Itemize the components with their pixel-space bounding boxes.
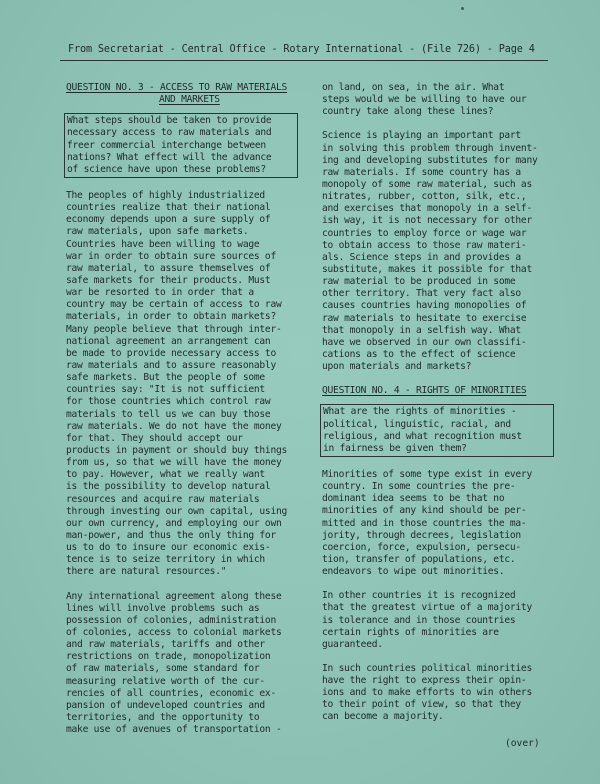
text-line: of colonies, access to colonial markets bbox=[66, 626, 282, 638]
text-line: countries say: "It is not sufficient bbox=[66, 384, 265, 396]
text-line: country take along these lines? bbox=[322, 106, 494, 118]
text-line: raw materials and to assure reasonably bbox=[66, 359, 276, 371]
right-paragraph-5 bbox=[322, 663, 554, 724]
text-line: What steps should be taken to provide bbox=[67, 115, 272, 127]
text-line: for that. They should accept our bbox=[66, 432, 243, 444]
question-4-box bbox=[320, 404, 554, 457]
text-line: steps would we be willing to have our bbox=[322, 94, 527, 106]
text-line: have we observed in our own classifi- bbox=[322, 336, 527, 348]
text-line: safe markets for their products. Must bbox=[66, 275, 271, 286]
text-line: is tolerance and in those countries bbox=[322, 614, 516, 626]
text-line: that the greatest virtue of a majority bbox=[322, 602, 532, 614]
text-line: on land, on sea, in the air. What bbox=[322, 82, 505, 93]
question-3-box bbox=[64, 113, 298, 178]
text-line: Many people believe that through inter- bbox=[66, 323, 282, 335]
text-line: als. Science steps in and provides a bbox=[322, 251, 521, 263]
text-line: countries realize that their national bbox=[66, 202, 271, 214]
text-line: raw material to be produced in some bbox=[322, 276, 516, 288]
right-paragraph-1 bbox=[322, 82, 554, 118]
text-line: Minorities of some type exist in every bbox=[322, 468, 532, 480]
text-line: be made to provide necessary access to bbox=[66, 347, 276, 359]
text-line: raw materials. If some country has a bbox=[322, 166, 521, 178]
text-line: in fairness be given them? bbox=[323, 442, 467, 454]
text-line: upon materials and markets? bbox=[322, 361, 472, 373]
text-line: from us, so that we will have the money bbox=[66, 457, 282, 469]
text-line: Countries have been willing to wage bbox=[66, 238, 260, 250]
text-line: raw material, to assure themselves of bbox=[66, 262, 271, 274]
text-line: causes countries having monopolies of bbox=[322, 300, 527, 312]
text-line: freer commercial interchange between bbox=[67, 139, 266, 151]
text-line: country may be certain of access to raw bbox=[66, 299, 282, 311]
text-line: religious, and what recognition must bbox=[323, 430, 522, 442]
text-line: territories, and the opportunity to bbox=[66, 711, 260, 723]
text-line: to pay. However, what we really want bbox=[66, 469, 265, 481]
text-line: have the right to express their opin- bbox=[322, 675, 527, 687]
text-line: of science have upon these problems? bbox=[67, 163, 266, 175]
text-line: necessary access to raw materials and bbox=[67, 127, 272, 139]
text-line: products in payment or should buy things bbox=[66, 444, 288, 456]
text-line: political, linguistic, racial, and bbox=[323, 418, 511, 430]
left-paragraph-1 bbox=[66, 190, 298, 579]
text-line: to obtain access to those raw materi- bbox=[322, 239, 527, 251]
text-line: raw materials to hesitate to exercise bbox=[322, 312, 527, 324]
punch-mark bbox=[461, 7, 464, 10]
text-line: The peoples of highly industrialized bbox=[66, 190, 265, 202]
text-line: raw materials, upon safe markets. bbox=[66, 226, 249, 238]
text-line: is the possibility to develop natural bbox=[66, 481, 271, 493]
question-3-heading bbox=[66, 82, 298, 94]
page-footer-over: (over) bbox=[505, 738, 540, 749]
text-line: substitute, makes it possible for that bbox=[322, 263, 532, 275]
text-line: to their point of view, so that they bbox=[322, 699, 521, 711]
text-line: in solving this problem through invent- bbox=[322, 142, 538, 154]
question-4-heading-text: QUESTION NO. 4 - RIGHTS OF MINORITIES bbox=[322, 385, 527, 397]
right-paragraph-4 bbox=[322, 590, 554, 651]
text-line: that monopoly in a selfish way. What bbox=[322, 324, 521, 336]
text-line: jority, through decrees, legislation bbox=[322, 529, 521, 541]
text-line: possession of colonies, administration bbox=[66, 614, 276, 626]
text-line: nitrates, rubber, cotton, silk, etc., bbox=[322, 191, 527, 203]
question-3-heading-line2: AND MARKETS bbox=[159, 94, 220, 106]
text-line: lines will involve problems such as bbox=[66, 602, 260, 614]
text-line: restrictions on trade, monopolization bbox=[66, 651, 271, 663]
text-line: country. In some countries the pre- bbox=[322, 481, 516, 493]
text-line: measuring relative worth of the cur- bbox=[66, 675, 265, 687]
text-line: endeavors to wipe out minorities. bbox=[322, 566, 505, 578]
text-line: economy depends upon a sure supply of bbox=[66, 214, 271, 226]
text-line: our own currency, and employing our own bbox=[66, 517, 282, 529]
page-header: From Secretariat - Central Office - Rotary International - (File 726) - Page 4 bbox=[68, 44, 535, 55]
text-line: In such countries political minorities bbox=[322, 662, 532, 674]
text-line: Any international agreement along these bbox=[66, 590, 282, 602]
text-line: certain rights of minorities are bbox=[322, 626, 499, 638]
text-line: tence is to seize territory in which bbox=[66, 554, 265, 566]
right-column bbox=[322, 82, 554, 724]
text-line: materials to tell us we can buy those bbox=[66, 408, 271, 420]
text-line: make use of avenues of transportation - bbox=[66, 724, 282, 736]
text-line: dominant idea seems to be that no bbox=[322, 493, 505, 505]
left-column bbox=[66, 82, 298, 736]
text-line: national agreement an arrangement can bbox=[66, 335, 271, 347]
text-line: monopoly of some raw material, such as bbox=[322, 178, 532, 190]
text-line: man-power, and thus the only thing for bbox=[66, 529, 276, 541]
text-line: rencies of all countries, economic ex- bbox=[66, 687, 276, 699]
text-line: and exercises that monopoly in a self- bbox=[322, 203, 532, 215]
text-line: countries to employ force or wage war bbox=[322, 227, 527, 239]
text-line: raw materials. We do not have the money bbox=[66, 420, 282, 432]
text-line: materials, in order to obtain markets? bbox=[66, 311, 276, 323]
text-line: In other countries it is recognized bbox=[322, 590, 516, 602]
question-3-heading-line1: QUESTION NO. 3 - ACCESS TO RAW MATERIALS bbox=[66, 82, 288, 93]
text-line: mitted and in those countries the ma- bbox=[322, 517, 527, 529]
text-line: guaranteed. bbox=[322, 638, 383, 650]
text-line: nations? What effect will the advance bbox=[67, 151, 272, 163]
right-paragraph-3 bbox=[322, 469, 554, 578]
text-line: there are natural resources." bbox=[66, 566, 227, 578]
question-3-heading-cont bbox=[66, 94, 298, 106]
text-line: war be resorted to in order that a bbox=[66, 287, 254, 299]
text-line: What are the rights of minorities - bbox=[323, 406, 517, 418]
text-line: ing and developing substitutes for many bbox=[322, 154, 538, 166]
text-line: safe markets. But the people of some bbox=[66, 372, 265, 384]
text-line: minorities of any kind should be per- bbox=[322, 505, 527, 517]
text-line: ions and to make efforts to win others bbox=[322, 687, 532, 699]
text-line: through investing our own capital, using bbox=[66, 505, 288, 517]
text-line: tion, transfer of populations, etc. bbox=[322, 553, 516, 565]
text-line: coercion, force, expulsion, persecu- bbox=[322, 541, 521, 553]
header-underline bbox=[60, 60, 548, 61]
text-line: pansion of undeveloped countries and bbox=[66, 699, 265, 711]
text-line: us to do to insure our economic exis- bbox=[66, 542, 271, 554]
text-line: of raw materials, some standard for bbox=[66, 663, 260, 675]
right-paragraph-2 bbox=[322, 130, 554, 373]
text-line: other territory. That very fact also bbox=[322, 288, 521, 300]
text-line: Science is playing an important part bbox=[322, 130, 521, 142]
text-line: for those countries which control raw bbox=[66, 396, 271, 408]
left-paragraph-2 bbox=[66, 591, 298, 737]
text-line: resources and acquire raw materials bbox=[66, 493, 260, 505]
text-line: can become a majority. bbox=[322, 711, 444, 723]
text-line: ish way, it is not necessary for other bbox=[322, 215, 532, 227]
question-4-heading bbox=[322, 385, 554, 397]
text-line: war in order to obtain sure sources of bbox=[66, 250, 276, 262]
text-line: cations as to the effect of science bbox=[322, 348, 516, 360]
text-line: and raw materials, tariffs and other bbox=[66, 639, 265, 651]
